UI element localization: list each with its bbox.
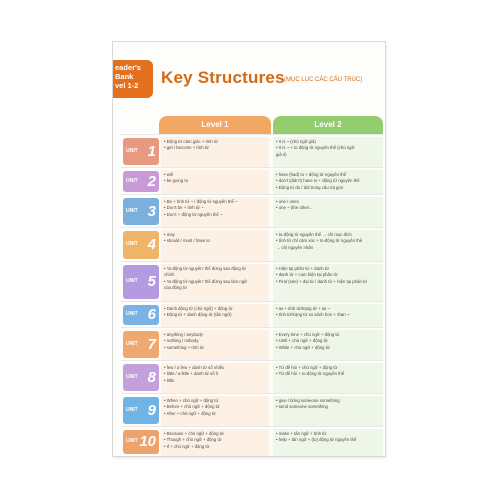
structure-line: • as + tính từ/trạng từ + as ~ (276, 306, 330, 311)
structure-line: • don't (didn't) have to + động từ nguyên thể (276, 178, 360, 184)
level-1-cell (161, 137, 269, 167)
unit-label: UNIT (126, 241, 138, 247)
table-row (121, 167, 383, 195)
table-row (121, 360, 383, 394)
unit-badge (123, 430, 159, 454)
table-row (121, 227, 383, 262)
unit-badge (123, 231, 159, 259)
structure-line: • few / a few + danh từ số nhiều (164, 365, 225, 370)
structure-line: • little (164, 377, 175, 383)
structure-line: • Though + chủ ngữ + động từ (164, 437, 222, 443)
table-row (121, 134, 383, 168)
page-title: Key Structures (161, 68, 285, 87)
level-1-cell (161, 170, 269, 194)
structure-line: • Động từ do / did trong câu rút gọn (276, 184, 344, 190)
structure-line: • nothing / nobody (164, 338, 199, 344)
structure-line: • Từ để hỏi + chủ ngữ + động từ (276, 365, 338, 370)
series-tab-line-3: vel 1-2 (115, 81, 139, 90)
table-row (121, 261, 383, 302)
structure-line: • Because + chủ ngữ + động từ (164, 431, 224, 436)
page-subtitle: (MỤC LỤC CÁC CẤU TRÚC) (284, 77, 363, 83)
level-2-cell (273, 197, 383, 227)
unit-number: 3 (147, 202, 156, 220)
unit-badge (123, 138, 159, 165)
structure-line: giả it) (276, 151, 287, 157)
structure-line: • send someone something (276, 404, 328, 410)
structure-line: • Hiện tại phân từ + danh từ (276, 266, 330, 271)
level-1-cell (161, 230, 269, 261)
structure-line: • Before + chủ ngữ + động từ (164, 404, 220, 410)
structure-line: • may (164, 232, 175, 237)
structure-line: • be going to (164, 178, 188, 184)
level-2-cell (273, 304, 383, 327)
unit-number: 5 (147, 273, 156, 290)
unit-label: UNIT (126, 311, 138, 317)
unit-number: 8 (147, 368, 156, 386)
structure-line: • one ~ (the other... (276, 205, 313, 211)
unit-label: UNIT (126, 278, 138, 284)
level-2-cell (273, 137, 383, 167)
structure-line: • It is ~ (chủ ngữ giả) (276, 139, 316, 144)
level-2-cell (273, 396, 383, 426)
table-row (121, 393, 383, 427)
unit-number: 2 (147, 172, 156, 190)
level-2-cell (273, 264, 383, 301)
unit-label: UNIT (126, 340, 138, 347)
level-2-cell (273, 170, 383, 194)
structure-line: • anything / anybody (164, 332, 203, 337)
level-1-cell (161, 264, 269, 301)
level-1-cell (161, 197, 269, 227)
unit-label: UNIT (126, 438, 138, 444)
level-1-cell (161, 396, 269, 426)
series-tab-line-2: Bank (115, 72, 134, 81)
structure-line: • It is ~ + to động từ nguyên thể (chủ ngữ (276, 145, 355, 151)
unit-label: UNIT (126, 406, 138, 413)
structure-line: • Be + tính từ ~ / động từ nguyên thể ~ (164, 199, 238, 204)
structure-line: • Động từ + danh động từ (tân ngữ) (164, 312, 232, 318)
unit-badge (123, 265, 159, 299)
level-1-cell (161, 330, 269, 360)
unit-label: UNIT (126, 373, 138, 380)
unit-number: 1 (147, 142, 156, 160)
unit-number: 6 (147, 306, 156, 323)
level-1-cell (161, 429, 269, 456)
table-row (121, 327, 383, 361)
structure-line: • give / bring someone something (276, 398, 340, 403)
structure-line: • to-động từ nguyên thể → chỉ mục đích (276, 232, 352, 237)
structure-line: → chỉ nguyên nhân (276, 244, 314, 250)
unit-number: 7 (147, 335, 156, 353)
level-2-cell (273, 330, 383, 360)
structure-line: • 'to-động từ nguyên' thể đứng sau động từ (164, 266, 247, 271)
structure-line: • danh từ + cụm hiện tại phân từ (276, 272, 338, 278)
structure-line: • tính từ/trạng từ so sánh hơn + than ~ (276, 312, 350, 318)
series-tab-line-1: eader's (115, 63, 141, 72)
structure-line: • If + chủ ngữ + động từ (164, 443, 210, 449)
unit-label: UNIT (126, 207, 138, 214)
table-row (121, 301, 383, 328)
unit-label: UNIT (126, 147, 138, 154)
series-tab (113, 60, 153, 98)
level-2-cell (273, 363, 383, 393)
structure-line: của động từ (164, 285, 187, 291)
column-header-level-1: Level 1 (159, 116, 271, 134)
table-row (121, 426, 383, 456)
unit-badge (123, 331, 159, 358)
structure-line: • Động từ cảm giác + tính từ (164, 139, 218, 144)
structure-line: • 'to-động từ nguyên' thể đứng sau làm ngữ (164, 278, 247, 284)
structure-line: • Every time + chủ ngữ + động từ (276, 332, 340, 337)
structure-line: • something + tính từ (164, 344, 204, 350)
structure-line: • help + tân ngữ + (to) động từ nguyên thể (276, 437, 357, 443)
structure-line: • Find (see) + đại từ / danh từ + hiện tại phân từ (276, 278, 368, 284)
level-1-cell (161, 304, 269, 327)
unit-badge (123, 305, 159, 325)
structure-line: • one / ones (276, 199, 299, 204)
structure-line: • make + tân ngữ + tính từ (276, 431, 327, 436)
structure-line: chính (164, 272, 175, 278)
level-1-cell (161, 363, 269, 393)
structure-line: • get / become + tính từ (164, 145, 209, 151)
level-2-cell (273, 429, 383, 456)
structure-line: • Từ để hỏi + to-động từ nguyên thể (276, 371, 345, 377)
unit-label: UNIT (126, 177, 138, 184)
level-2-cell (273, 230, 383, 261)
structure-line: • Until + chủ ngữ + động từ (276, 338, 328, 344)
unit-badge (123, 198, 159, 225)
unit-number: 9 (147, 401, 156, 419)
structure-line: • Don't + động từ nguyên thể ~ (164, 211, 223, 217)
unit-number: 10 (139, 433, 156, 450)
structure-line: • Don't be + tính từ ~ (164, 205, 204, 211)
unit-number: 4 (147, 236, 156, 253)
structure-line: • When + chủ ngữ + động từ (164, 398, 219, 403)
table-row (121, 194, 383, 228)
unit-badge (123, 171, 159, 192)
unit-badge (123, 397, 159, 424)
book-cover-page (113, 42, 385, 456)
structure-line: • have (had) to + động từ nguyên thể (276, 172, 347, 177)
unit-badge (123, 364, 159, 391)
structure-line: • little / a little + danh từ số ít (164, 371, 219, 377)
structure-line: • Danh động từ (chủ ngữ) + động từ (164, 306, 233, 311)
structure-line: • After + chủ ngữ + động từ (164, 410, 216, 416)
structure-line: • will (164, 172, 173, 177)
column-header-level-2: Level 2 (273, 116, 383, 134)
structure-line: • should / must / have to (164, 238, 210, 244)
structure-line: • tính từ chỉ cảm xúc + to-động từ nguyên thể (276, 238, 363, 244)
structure-line: • While + chủ ngữ + động từ (276, 344, 330, 350)
